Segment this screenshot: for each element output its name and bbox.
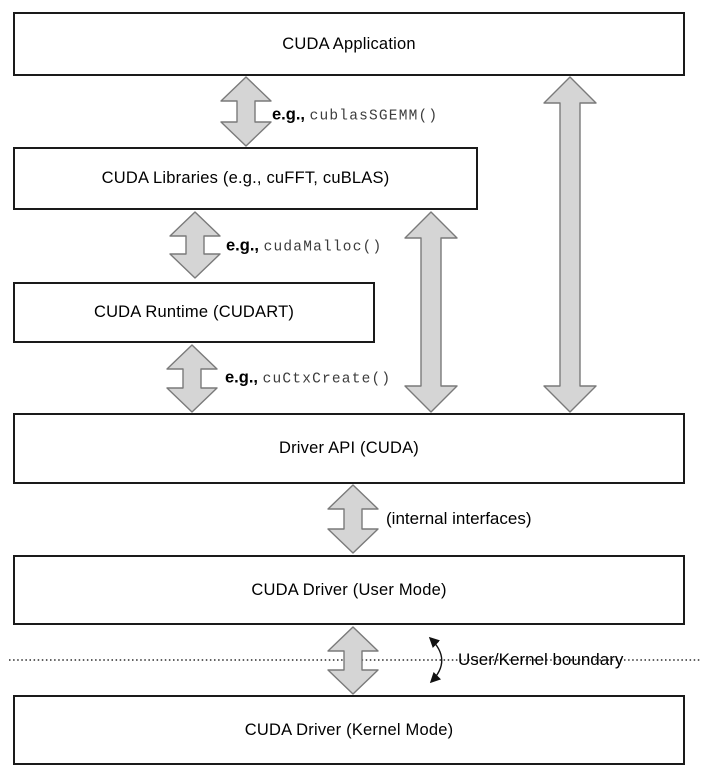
label-cudamalloc-code: cudaMalloc() xyxy=(263,239,383,256)
box-cuda-driver-kernel-mode-label: CUDA Driver (Kernel Mode) xyxy=(244,720,454,739)
double-arrow-application-libraries-icon xyxy=(221,77,271,146)
tall-arrow-libraries-driverapi-icon xyxy=(405,212,457,412)
label-cuctxcreate-code: cuCtxCreate() xyxy=(262,371,392,388)
box-cuda-driver-user-mode-label: CUDA Driver (User Mode) xyxy=(251,580,447,599)
box-cuda-libraries-label: CUDA Libraries (e.g., cuFFT, cuBLAS) xyxy=(101,169,390,187)
double-arrow-driverapi-usermode-icon xyxy=(328,485,378,553)
label-cuctxcreate xyxy=(225,369,391,388)
box-cuda-runtime xyxy=(13,282,375,343)
label-cudamalloc xyxy=(226,237,382,256)
label-internal-interfaces: (internal interfaces) xyxy=(386,509,532,528)
box-driver-api-label: Driver API (CUDA) xyxy=(279,439,419,457)
box-cuda-application-label: CUDA Application xyxy=(282,34,416,53)
box-cuda-driver-user-mode xyxy=(13,555,685,625)
box-cuda-driver-kernel-mode xyxy=(13,695,685,765)
box-cuda-application xyxy=(13,12,685,76)
label-cuctxcreate-prefix: e.g., xyxy=(225,368,263,387)
double-arrow-libraries-runtime-icon xyxy=(170,212,220,278)
label-cublassgemm-prefix: e.g., xyxy=(272,105,310,124)
box-driver-api xyxy=(13,413,685,484)
box-cuda-runtime-label: CUDA Runtime (CUDART) xyxy=(93,303,295,321)
label-user-kernel-boundary: User/Kernel boundary xyxy=(458,650,624,669)
tall-arrow-application-driverapi-icon xyxy=(544,77,596,412)
double-arrow-runtime-driverapi-icon xyxy=(167,345,217,412)
label-cublassgemm xyxy=(272,106,438,125)
label-cublassgemm-code: cublasSGEMM() xyxy=(309,108,439,125)
label-cudamalloc-prefix: e.g., xyxy=(226,236,264,255)
box-cuda-libraries xyxy=(13,147,478,210)
